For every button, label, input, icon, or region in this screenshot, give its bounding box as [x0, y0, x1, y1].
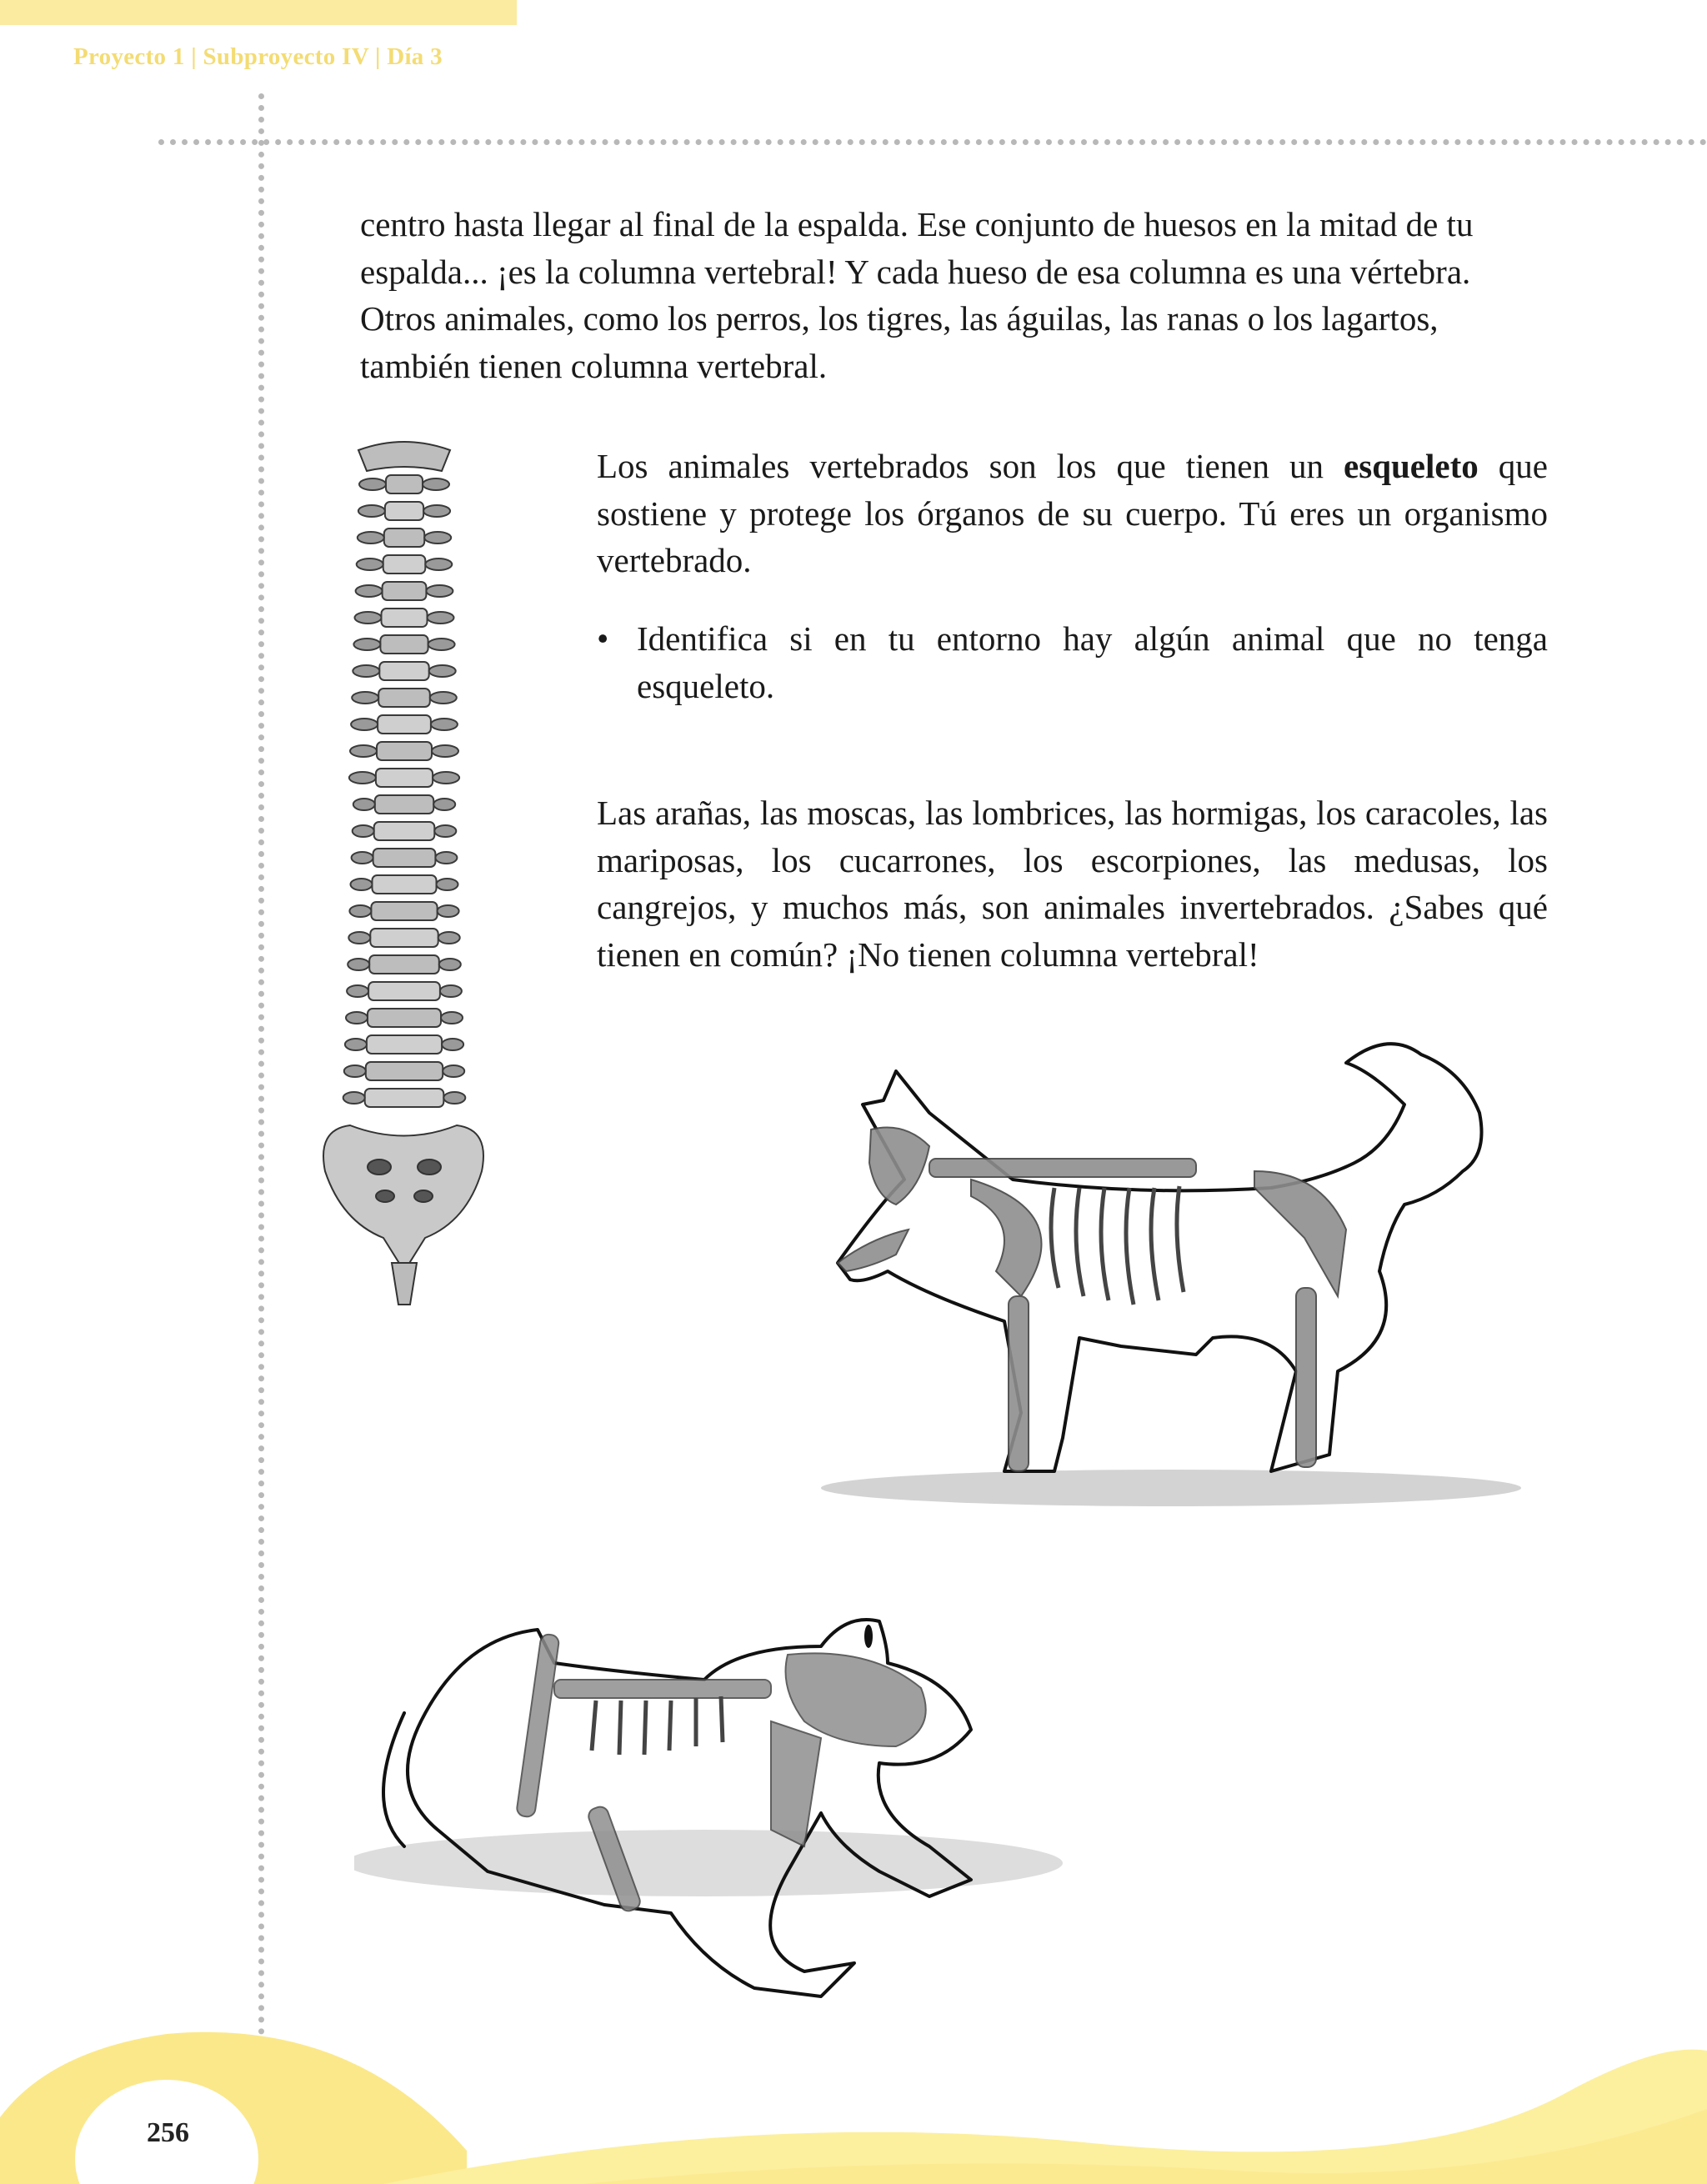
vertebra-process [432, 745, 458, 757]
vertebra-process [443, 1065, 464, 1077]
vertebra-process [347, 985, 368, 997]
vertebra-process [359, 478, 386, 490]
vertebra-process [438, 905, 459, 917]
vertebra-process [426, 585, 453, 597]
vertebra-process [348, 932, 370, 944]
vertebra-process [429, 665, 456, 677]
bullet-mark: • [597, 619, 609, 658]
vertebra-process [441, 1012, 463, 1024]
vertebra [365, 1089, 444, 1107]
paragraph-spine-intro: centro hasta llegar al final de la espalda. Ese conjunto de huesos en la mitad de tu espalda... ¡es la columna vertebral! Y cada hueso de esa columna es una vértebra. Otros animales, como los perros, los tigres, las águilas, las ranas o los lagartos, también tienen columna vertebral. [360, 205, 1474, 385]
vertebra [371, 902, 437, 920]
vertebra-process [423, 478, 449, 490]
vertebra [385, 502, 423, 520]
bullet-text: Identifica si en tu entorno hay algún animal que no tenga esqueleto. [637, 619, 1548, 705]
vertebra-process [358, 505, 385, 517]
vertebra [386, 475, 423, 493]
vertebra [369, 955, 439, 974]
vertebra [376, 769, 433, 787]
vertebra-process [349, 905, 371, 917]
footer-wave [0, 2017, 1707, 2184]
paragraph-invertebrates: Las arañas, las moscas, las lombrices, las hormigas, los caracoles, las mariposas, los cucarrones, los escorpiones, las medusas, los cangrejos, y muchos más, son animales invertebrados. ¿Sabes qué tienen en común? ¡No tienen columna vertebral! [597, 794, 1548, 974]
paragraph-text: Los animales vertebrados son los que tienen un [597, 447, 1344, 485]
activity-bullet [597, 615, 1548, 709]
vertebra-process [438, 932, 460, 944]
vertebra-process [344, 1065, 366, 1077]
paragraph-vertebrates [597, 443, 1548, 584]
paragraph-text: que sostiene y protege los órganos de su cuerpo. Tú eres un organismo vertebrado. [597, 447, 1548, 579]
vertebra-process [428, 639, 455, 650]
vertebra [366, 1062, 443, 1080]
vertebra-process [440, 985, 462, 997]
vertebra-process [353, 639, 380, 650]
vertebra-process [353, 665, 379, 677]
vertebra [383, 555, 426, 574]
page-number: 256 [147, 2117, 189, 2148]
vertebra [378, 715, 431, 734]
vertebra-process [351, 719, 378, 730]
dotted-divider-horizontal [158, 139, 1707, 145]
dog-skeleton-illustration [804, 1021, 1521, 1513]
vertebra-process [434, 825, 456, 837]
vertebra-process [353, 799, 375, 810]
vertebra-process [358, 532, 384, 543]
spine-illustration [308, 438, 500, 1317]
vertebra-process [423, 505, 450, 517]
vertebra-process [424, 532, 451, 543]
vertebra [373, 849, 436, 867]
frog-skeleton-illustration [354, 1596, 1079, 2030]
vertebra-process [352, 852, 373, 864]
keyword-esqueleto: esqueleto [1344, 447, 1479, 485]
vertebra-process [443, 1092, 465, 1104]
vertebra-process [349, 772, 376, 784]
vertebra-process [351, 879, 373, 890]
vertebra [379, 662, 428, 680]
vertebra [377, 742, 432, 760]
vertebra [383, 582, 427, 600]
vertebra-process [343, 1092, 365, 1104]
vertebra-process [431, 719, 458, 730]
vertebra [374, 822, 435, 840]
header-accent-bar [0, 0, 517, 25]
vertebra [375, 795, 433, 814]
vertebra [378, 689, 430, 707]
vertebra [367, 1035, 442, 1054]
vertebra-process [348, 959, 369, 970]
vertebra [373, 875, 437, 894]
vertebra [384, 528, 424, 547]
vertebra-process [433, 772, 459, 784]
vertebra-process [439, 959, 461, 970]
vertebra-process [425, 559, 452, 570]
vertebra-process [435, 852, 457, 864]
vertebra-process [356, 585, 383, 597]
vertebra-process [442, 1039, 463, 1050]
vertebra-process [355, 612, 382, 624]
vertebra-process [357, 559, 383, 570]
vertebra-process [346, 1012, 368, 1024]
dotted-divider-vertical [258, 93, 264, 2094]
vertebra [382, 609, 428, 627]
vertebra-process [353, 825, 374, 837]
vertebra [368, 982, 440, 1000]
vertebra-process [352, 692, 378, 704]
vertebra [370, 929, 438, 947]
vertebra-process [345, 1039, 367, 1050]
running-head: Proyecto 1 | Subproyecto IV | Día 3 [73, 43, 443, 70]
vertebra-process [437, 879, 458, 890]
vertebra [368, 1009, 441, 1027]
vertebra-process [433, 799, 455, 810]
vertebra-process [430, 692, 457, 704]
vertebra-process [350, 745, 377, 757]
vertebra [380, 635, 428, 654]
vertebra-process [428, 612, 454, 624]
